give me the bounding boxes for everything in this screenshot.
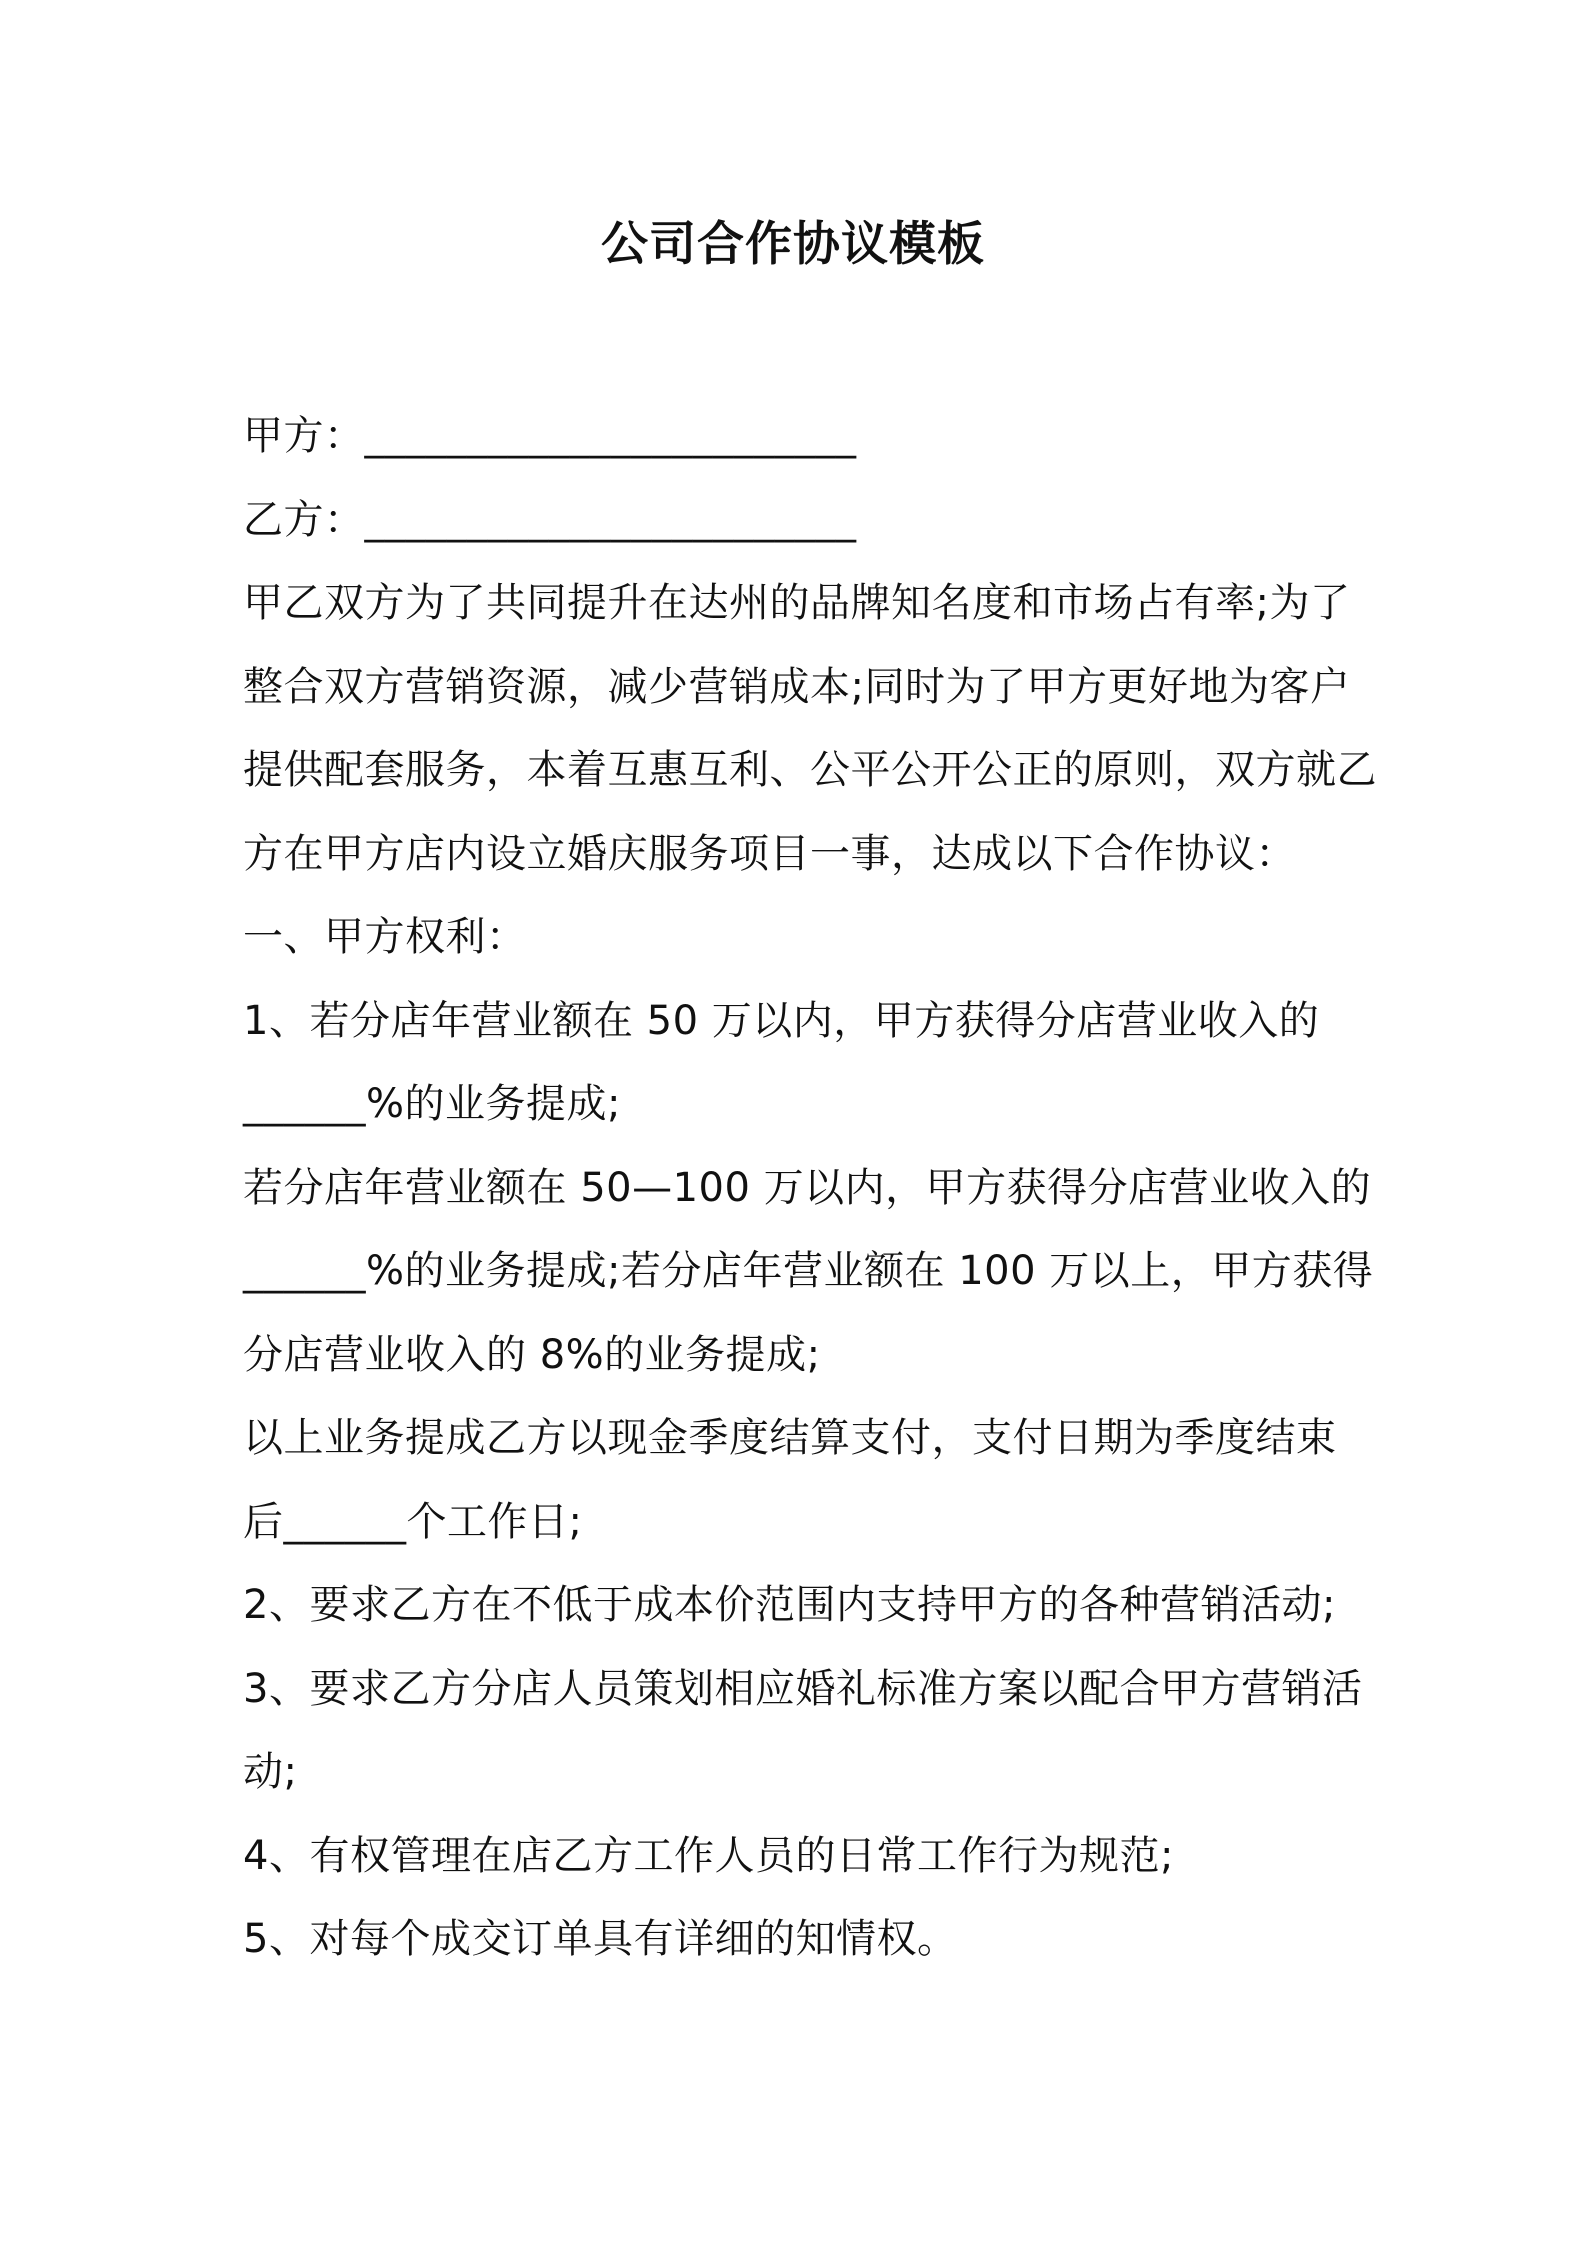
- clause-line: 后______个工作日;: [243, 1498, 583, 1545]
- paragraph-line: 方在甲方店内设立婚庆服务项目一事，达成以下合作协议：: [243, 830, 1296, 877]
- clause-line: 以上业务提成乙方以现金季度结算支付，支付日期为季度结束: [243, 1415, 1337, 1461]
- party-a-line: 甲方：________________________: [243, 413, 857, 459]
- clause-line: ______%的业务提成;若分店年营业额在 100 万以上，甲方获得: [243, 1248, 1374, 1294]
- paragraph-line: 提供配套服务，本着互惠互利、公平公开公正的原则，双方就乙: [243, 747, 1377, 793]
- clause-line: 4、有权管理在店乙方工作人员的日常工作行为规范;: [243, 1832, 1174, 1879]
- clause-line: 分店营业收入的 8%的业务提成;: [243, 1331, 821, 1378]
- party-b-line: 乙方：________________________: [243, 496, 857, 543]
- paragraph-line: 甲乙双方为了共同提升在达州的品牌知名度和市场占有率;为了: [243, 580, 1351, 626]
- paragraph-line: 整合双方营销资源，减少营销成本;同时为了甲方更好地为客户: [243, 663, 1351, 710]
- clause-line: 2、要求乙方在不低于成本价范围内支持甲方的各种营销活动;: [243, 1582, 1336, 1628]
- clause-line: 若分店年营业额在 50—100 万以内，甲方获得分店营业收入的: [243, 1164, 1372, 1211]
- document-body: [243, 395, 1377, 1982]
- section-heading: 一、甲方权利：: [243, 914, 527, 960]
- clause-line: 1、若分店年营业额在 50 万以内，甲方获得分店营业收入的: [243, 997, 1320, 1044]
- document-title: 公司合作协议模板: [601, 217, 985, 272]
- clause-line: 动;: [243, 1749, 298, 1795]
- clause-line: 3、要求乙方分店人员策划相应婚礼标准方案以配合甲方营销活: [243, 1665, 1363, 1712]
- clause-line: ______%的业务提成;: [243, 1081, 621, 1127]
- clause-line: 5、对每个成交订单具有详细的知情权。: [243, 1916, 958, 1962]
